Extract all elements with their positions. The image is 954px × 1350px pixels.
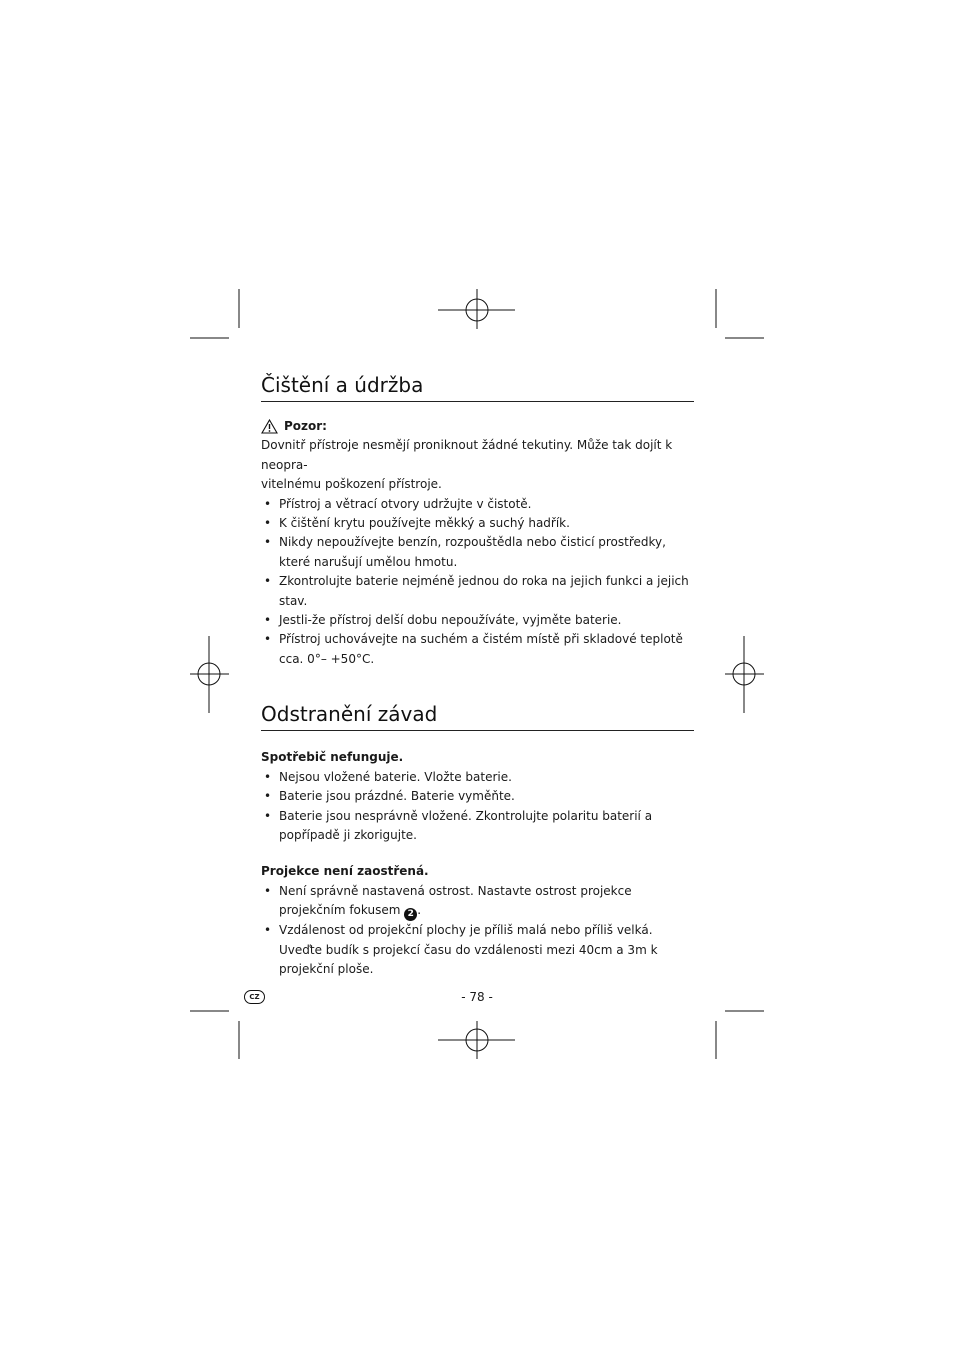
section-title-cleaning: Čištění a údržba bbox=[261, 370, 694, 402]
reference-number-badge: 2 bbox=[404, 908, 417, 921]
warning-header bbox=[261, 417, 694, 436]
list-item: • Zkontrolujte baterie nejméně jednou do roka na jejich funkci a jejich stav. bbox=[261, 572, 694, 611]
list-item bbox=[261, 882, 694, 921]
list-item-text: Není správně nastavená ostrost. Nastavte ostrost projekce projekčním fokusem bbox=[279, 883, 632, 918]
list-item: • Nejsou vložené baterie. Vložte baterie. bbox=[261, 768, 694, 787]
list-item: • Nikdy nepoužívejte benzín, rozpouštědla nebo čisticí prostředky, které narušují umělou hmotu. bbox=[261, 533, 694, 572]
warning-label: Pozor: bbox=[284, 419, 327, 433]
problem1-list bbox=[261, 768, 694, 846]
page-number: - 78 - bbox=[461, 990, 493, 1004]
warning-text-line1: Dovnitř přístroje nesmějí proniknout žádné tekutiny. Může tak dojít k neopra- bbox=[261, 438, 673, 472]
list-item: • Jestli-že přístroj delší dobu nepoužíváte, vyjměte baterie. bbox=[261, 611, 694, 630]
list-item: • Přístroj uchovávejte na suchém a čistém místě při skladové teplotě cca. 0°– +50°C. bbox=[261, 630, 694, 669]
list-item: • Baterie jsou prázdné. Baterie vyměňte. bbox=[261, 787, 694, 806]
cleaning-list bbox=[261, 495, 694, 670]
list-item: • Přístroj a větrací otvory udržujte v čistotě. bbox=[261, 495, 694, 514]
problem-heading: Projekce není zaostřená. bbox=[261, 864, 429, 879]
list-item-end: . bbox=[417, 903, 422, 918]
list-item: • K čištění krytu používejte měkký a suchý hadřík. bbox=[261, 514, 694, 533]
problem2-list bbox=[261, 882, 694, 980]
problem-heading: Spotřebič nefunguje. bbox=[261, 750, 404, 765]
warning-text-line2: vitelnému poškození přístroje. bbox=[261, 477, 442, 492]
list-item: • Vzdálenost od projekční plochy je příliš malá nebo příliš velká. Uveďte budík s projekcí času do vzdálenosti mezi 40cm a 3m k projekční ploše. bbox=[261, 921, 694, 979]
language-badge: CZ bbox=[244, 990, 265, 1004]
section-title-troubleshooting: Odstranění závad bbox=[261, 699, 694, 731]
list-item: • Baterie jsou nesprávně vložené. Zkontrolujte polaritu baterií a popřípadě ji zkorigujte. bbox=[261, 807, 694, 846]
page-content bbox=[261, 370, 694, 979]
warning-icon bbox=[261, 419, 278, 434]
